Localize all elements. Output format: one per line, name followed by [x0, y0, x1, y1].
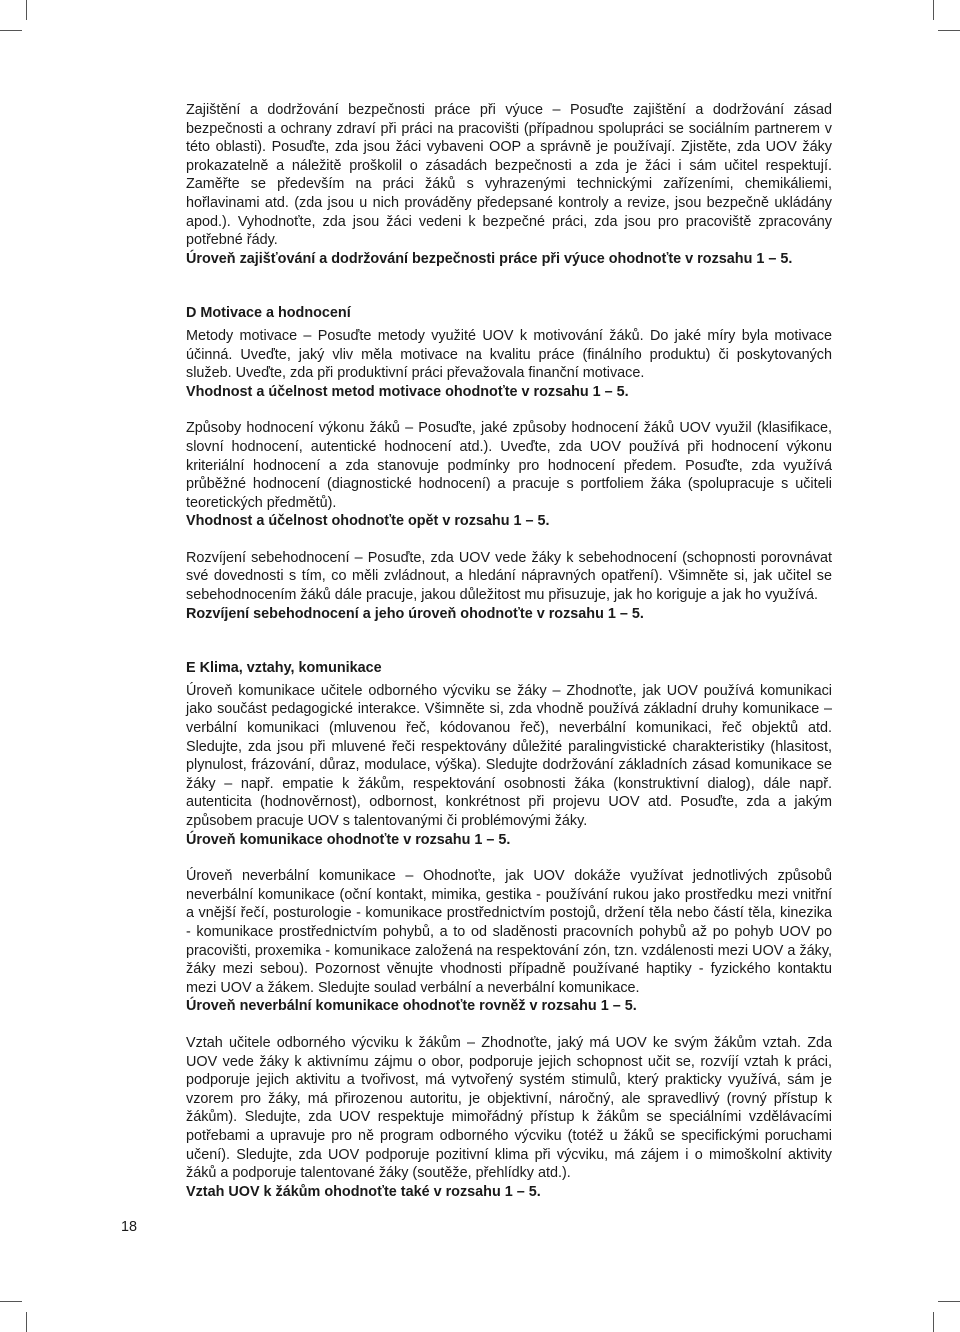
- paragraph-self-assessment: Rozvíjení sebehodnocení – Posuďte, zda UOV vede žáky k sebehodnocení (schopnosti porovnávat své dovednosti s tím, co měli zvládnout, a hledání nápravných opatření). Všimněte si, jak učitel se sebehodnocením žáků dále pracuje, jakou důležitost mu přisuzuje, jak ho koriguje a jak ho využívá.: [186, 549, 832, 604]
- rating-safety: Úroveň zajišťování a dodržování bezpečnosti práce při výuce ohodnoťte v rozsahu 1 – 5.: [186, 250, 793, 267]
- paragraph-safety: Zajištění a dodržování bezpečnosti práce při výuce – Posuďte zajištění a dodržování zásad bezpečnosti a ochrany zdraví při práci na pracovišti (případnou spolupráci se sociálním partnerem v této oblasti). Posuďte, zda jsou žáci vybaveni OOP a správně je používají. Zjistěte, zda UOV žáky prokazatelně a náležitě proškolil o zásadách bezpečnosti a zda je žáci i sám učitel respektují. Zaměřte se především na práci žáků s vyhrazenými technickými zařízeními, chemikáliemi, hořlavinami atd. (zda jsou u nich prováděny předepsané kontroly a revize, jsou bezpečně ukládány apod.). Vyhodnoťte, zda jsou žáci vedeni k bezpečné práci, zda jsou pro pracoviště zpracovány potřebné řády.: [186, 102, 832, 249]
- crop-mark: [0, 30, 22, 31]
- paragraph-relationship: Vztah učitele odborného výcviku k žákům – Zhodnoťte, jaký má UOV ke svým žákům vztah. Zda UOV vede žáky k aktivnímu zájmu o obor, podporuje jejich schopnost učit se, rozvíjí vztah k práci, podporuje jejich aktivitu a tvořivost, má vytvořený systém stimulů, který prakticky využívá, sám je vzorem pro žáky, má přirozenou autoritu, je objektivní, náročný, ale spravedlivý (rovný přístup k žákům). Sledujte, zda UOV respektuje mimořádný přístup k žákům se speciálními vzdělávacími potřebami a upravuje pro ně program odborného výcviku (totéž u žáků se specifickými poruchami učení). Sledujte, zda UOV podporuje pozitivní klima při výcviku, má zájem i o mimoškolní aktivity žáků a podporuje talentované žáky (soutěže, přehlídky atd.).: [186, 1034, 832, 1182]
- page-number: 18: [121, 1219, 138, 1235]
- paragraph-motivation: Metody motivace – Posuďte metody využité UOV k motivování žáků. Do jaké míry byla motivace účinná. Uveďte, jaký vliv měla motivace na kvalitu práce (finálního produktu) či poskytovaných služeb. Uveďte, zda při produktivní práci převažovala finanční motivace.: [186, 327, 832, 382]
- section-heading-e: E Klima, vztahy, komunikace: [186, 660, 382, 677]
- rating-nonverbal: Úroveň neverbální komunikace ohodnoťte rovněž v rozsahu 1 – 5.: [186, 998, 637, 1015]
- rating-self-assessment: Rozvíjení sebehodnocení a jeho úroveň ohodnoťte v rozsahu 1 – 5.: [186, 605, 644, 622]
- crop-mark: [938, 30, 960, 31]
- crop-mark: [933, 1312, 934, 1332]
- paragraph-communication: Úroveň komunikace učitele odborného výcviku se žáky – Zhodnoťte, jak UOV používá komunikaci jako součást pedagogické interakce. Všimněte si, zda vhodně používá základní druhy komunikace – verbální komunikaci (mluvenou řeč, kódovanou řeč), neverbální komunikaci, řeč objektů atd. Sledujte, zda jsou při mluvené řeči respektovány důležité paralingvistické charakteristiky (hlasitost, plynulost, frázování, důraz, modulace, výška). Sledujte dodržování základních zásad komunikace se žáky – např. empatie k žákům, respektování osobnosti žáka (konstruktivní dialog), dále např. autenticita (hodnověrnost), odbornost, konkrétnost při projevu UOV atd. Posuďte, zda a jakým způsobem pracuje UOV s talentovanými či problémovými žáky.: [186, 682, 832, 829]
- section-heading-d: D Motivace a hodnocení: [186, 305, 351, 322]
- crop-mark: [0, 1301, 22, 1302]
- rating-motivation: Vhodnost a účelnost metod motivace ohodnoťte v rozsahu 1 – 5.: [186, 383, 629, 400]
- crop-mark: [933, 0, 934, 20]
- page-content: [186, 101, 832, 1201]
- paragraph-assessment: Způsoby hodnocení výkonu žáků – Posuďte, jaké způsoby hodnocení žáků UOV využil (klasifikace, slovní hodnocení, autentické hodnocení atd.). Uveďte, zda UOV používá při hodnocení výkonu kriteriální hodnocení a zda stanovuje podmínky pro hodnocení předem. Posuďte, zda využívá průběžné hodnocení (diagnostické hodnocení) a pracuje s portfoliem žáka (spolupracuje s učiteli teoretických předmětů).: [186, 420, 832, 511]
- rating-assessment: Vhodnost a účelnost ohodnoťte opět v rozsahu 1 – 5.: [186, 513, 550, 530]
- crop-mark: [938, 1301, 960, 1302]
- rating-communication: Úroveň komunikace ohodnoťte v rozsahu 1 – 5.: [186, 831, 511, 848]
- rating-relationship: Vztah UOV k žákům ohodnoťte také v rozsahu 1 – 5.: [186, 1183, 541, 1200]
- paragraph-nonverbal: Úroveň neverbální komunikace – Ohodnoťte, jak UOV dokáže využívat jednotlivých způsobů neverbální komunikace (oční kontakt, mimika, gestika - používání rukou jako prostředku mezi vnitřní a vnější řečí, posturologie - komunikace prostřednictvím postojů, držení těla nebo částí těla, kinezika - komunikace prostřednictvím pohybů, a to od sladěnosti pracovních pohybů až po pohyb UOV po pracovišti, proxemika - komunikace založená na respektování zón, tzn. vzdálenosti mezi UOV a žáky, žáky mezi sebou). Pozornost věnujte vhodnosti případně používané haptiky - fyzického kontaktu mezi UOV a žákem. Sledujte soulad verbální a neverbální komunikace.: [186, 868, 832, 996]
- crop-mark: [26, 1312, 27, 1332]
- crop-mark: [26, 0, 27, 20]
